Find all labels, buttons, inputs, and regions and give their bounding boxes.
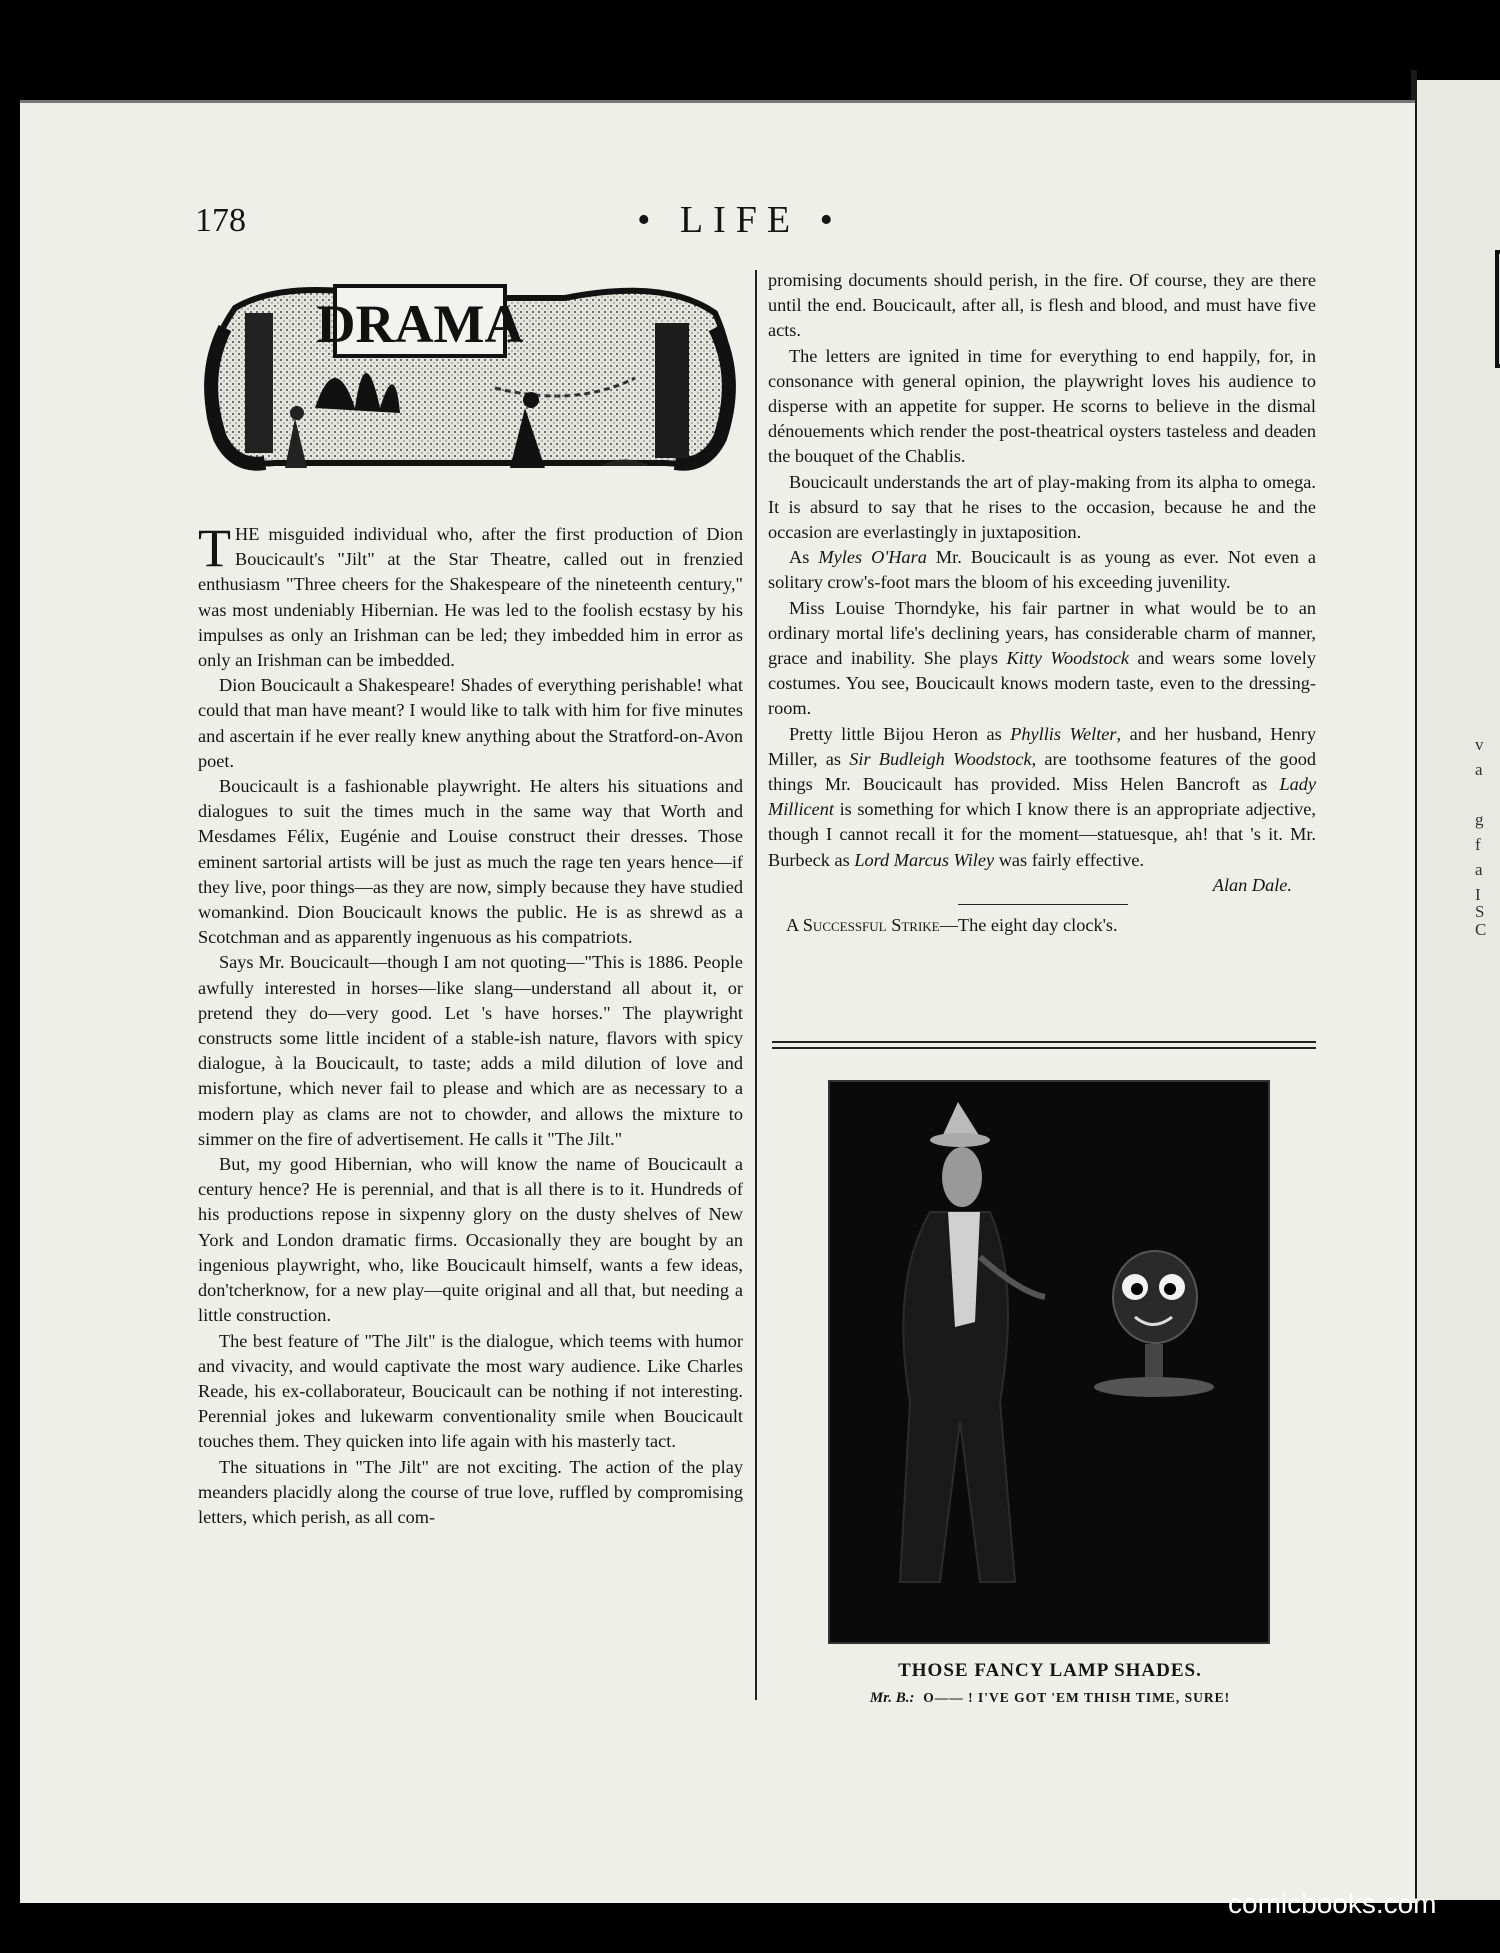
caption-speaker: Mr. B.: [869, 1690, 915, 1706]
illustration-caption-dialogue [790, 1690, 1310, 1707]
role-name: Lady Millicent [768, 774, 1316, 820]
banner-title: DRAMA [316, 294, 524, 354]
article-paragraph: Boucicault is a fashionable playwright. He alters his situations and dialogues to suit the times much in the same way that Worth and Mesdames Félix, Eugénie and Louise construct their dresses. Those eminent sartorial artists will be just as much the rage ten years hence—if they live, poor things—as they are now, simply because they have studied womankind. Dion Boucicault knows the public. He is as shrewd as a Scotchman and as apparently ingenuous as his compatriots. [198, 776, 743, 948]
article-paragraph: But, my good Hibernian, who will know the name of Boucicault a century hence? He is perennial, and that is all there is to it. Hundreds of his productions repose in sixpenny glory on the dusty shelves of New York and London dramatic firms. Occasionally they are bought by an ingenious playwright, who, like Boucicault himself, wants a few ideas, don'tcherknow, for a new play—quite original and all that, but needing a little construction. [198, 1154, 743, 1326]
article-paragraph: Boucicault understands the art of play-making from its alpha to omega. It is absurd to say that he rises to the occasion, because he and the occasion are everlastingly in juxtaposition. [768, 471, 1316, 543]
caption-text: O—— ! I'VE GOT 'EM THISH TIME, SURE! [923, 1690, 1231, 1705]
article-left-column [198, 518, 743, 1530]
article-paragraph: Miss Louise Thorndyke, his fair partner in what would be to an ordinary mortal life's declining years, has considerable charm of manner, grace and inability. She plays Kitty Woodstock and wears some lovely costumes. You see, Boucicault knows modern taste, even to the dressing-room. [768, 597, 1317, 719]
adjacent-page-fragment: S [1475, 902, 1485, 921]
article-right-column [768, 268, 1316, 938]
role-name: Kitty Woodstock [1006, 648, 1129, 669]
article-paragraph: As Myles O'Hara Mr. Boucicault is as young as ever. Not even a solitary crow's-foot mars the bloom of his exceeding juvenility. [768, 547, 1317, 593]
article-paragraph: The letters are ignited in time for everything to end happily, for, in consonance with general opinion, the playwright loves his audience to disperse with an appetite for supper. He scorns to believe in the dismal dénouements which render the post-theatrical oysters tasteless and deaden the bouquet of the Chablis. [768, 345, 1316, 467]
source-watermark: comicbooks.com [1228, 1888, 1437, 1919]
short-rule [958, 904, 1128, 905]
adjacent-page-fragment: a [1475, 860, 1483, 879]
author-signature: Alan Dale. [1212, 874, 1292, 895]
article-paragraph: THE misguided individual who, after the first production of Dion Boucicault's "Jilt" at the Star Theatre, called out in frenzied enthusiasm "Three cheers for the Shakespeare of the nineteenth century," was most undeniably Hibernian. He was led to the foolish ecstasy by his impulses as only an Irishman can be led; they imbedded him in error as only an Irishman can be imbedded. [198, 518, 743, 671]
adjacent-page-fragment: C [1475, 920, 1487, 939]
masthead: • LIFE • [637, 199, 843, 241]
page-number: 178 [195, 202, 246, 239]
article-paragraph: Dion Boucicault a Shakespeare! Shades of everything perishable! what could that man have meant? I would like to talk with him for five minutes and ascertain if he ever really knew anything about the Stratford-on-Avon poet. [198, 675, 743, 771]
role-name: Phyllis Welter [1010, 723, 1117, 744]
drama-banner [195, 268, 745, 498]
drop-cap: T [198, 518, 231, 578]
adjacent-page-fragment: I [1475, 885, 1481, 904]
adjacent-page-frame [1495, 250, 1500, 368]
column-divider [755, 270, 757, 1700]
article-paragraph: The situations in "The Jilt" are not exciting. The action of the play meanders placidly along the course of true love, ruffled by compromising letters, which perish, as all com- [198, 1456, 743, 1527]
role-name: Myles O'Hara [818, 547, 927, 568]
lamp-shade-illustration [828, 1080, 1270, 1644]
role-name: Sir Budleigh Woodstock [849, 748, 1032, 769]
adjacent-page-fragment: g [1475, 810, 1484, 829]
adjacent-page [1417, 80, 1500, 1900]
adjacent-page-fragment: a [1475, 760, 1483, 779]
illustration-caption-title: THOSE FANCY LAMP SHADES. [898, 1660, 1202, 1681]
adjacent-page-fragment: f [1475, 835, 1481, 854]
joke-item: A Successful Strike—The eight day clock's. [786, 915, 1118, 936]
double-rule [772, 1041, 1316, 1049]
adjacent-page-fragment: v [1475, 735, 1484, 754]
role-name: Lord Marcus Wiley [854, 849, 995, 870]
article-paragraph: promising documents should perish, in the fire. Of course, they are there until the end. Boucicault, after all, is flesh and blood, and must have five acts. [768, 270, 1316, 341]
article-paragraph: Says Mr. Boucicault—though I am not quoting—"This is 1886. People awfully interested in horses—like slang—understand all about it, or pretend they do—very good. Let 's have horses." The playwright constructs some little incident of a stable-ish nature, flavors with spicy dialogue, à la Boucicault, to taste; adds a mild dilution of love and misfortune, which never fail to please and which are as necessary to a modern play as clams are not to chowder, and allows the mixture to simmer on the fire of advertisement. He calls it "The Jilt." [198, 952, 743, 1149]
article-paragraph: Pretty little Bijou Heron as Phyllis Welter, and her husband, Henry Miller, as Sir Budleigh Woodstock, are toothsome features of the good things Mr. Boucicault has provided. Miss Helen Bancroft as Lady Millicent is something for which I know there is an appropriate adjective, though I cannot recall it for the moment—statuesque, ah! that 's it. Mr. Burbeck as Lord Marcus Wiley was fairly effective. [768, 723, 1316, 870]
article-paragraph: The best feature of "The Jilt" is the dialogue, which teems with humor and vivacity, and would captivate the most wary audience. Like Charles Reade, his ex-collaborateur, Boucicault can be nothing if not interesting. Perennial jokes and lukewarm conventionality smile when Boucicault touches them. They quicken into life again with his masterly tact. [198, 1330, 743, 1452]
